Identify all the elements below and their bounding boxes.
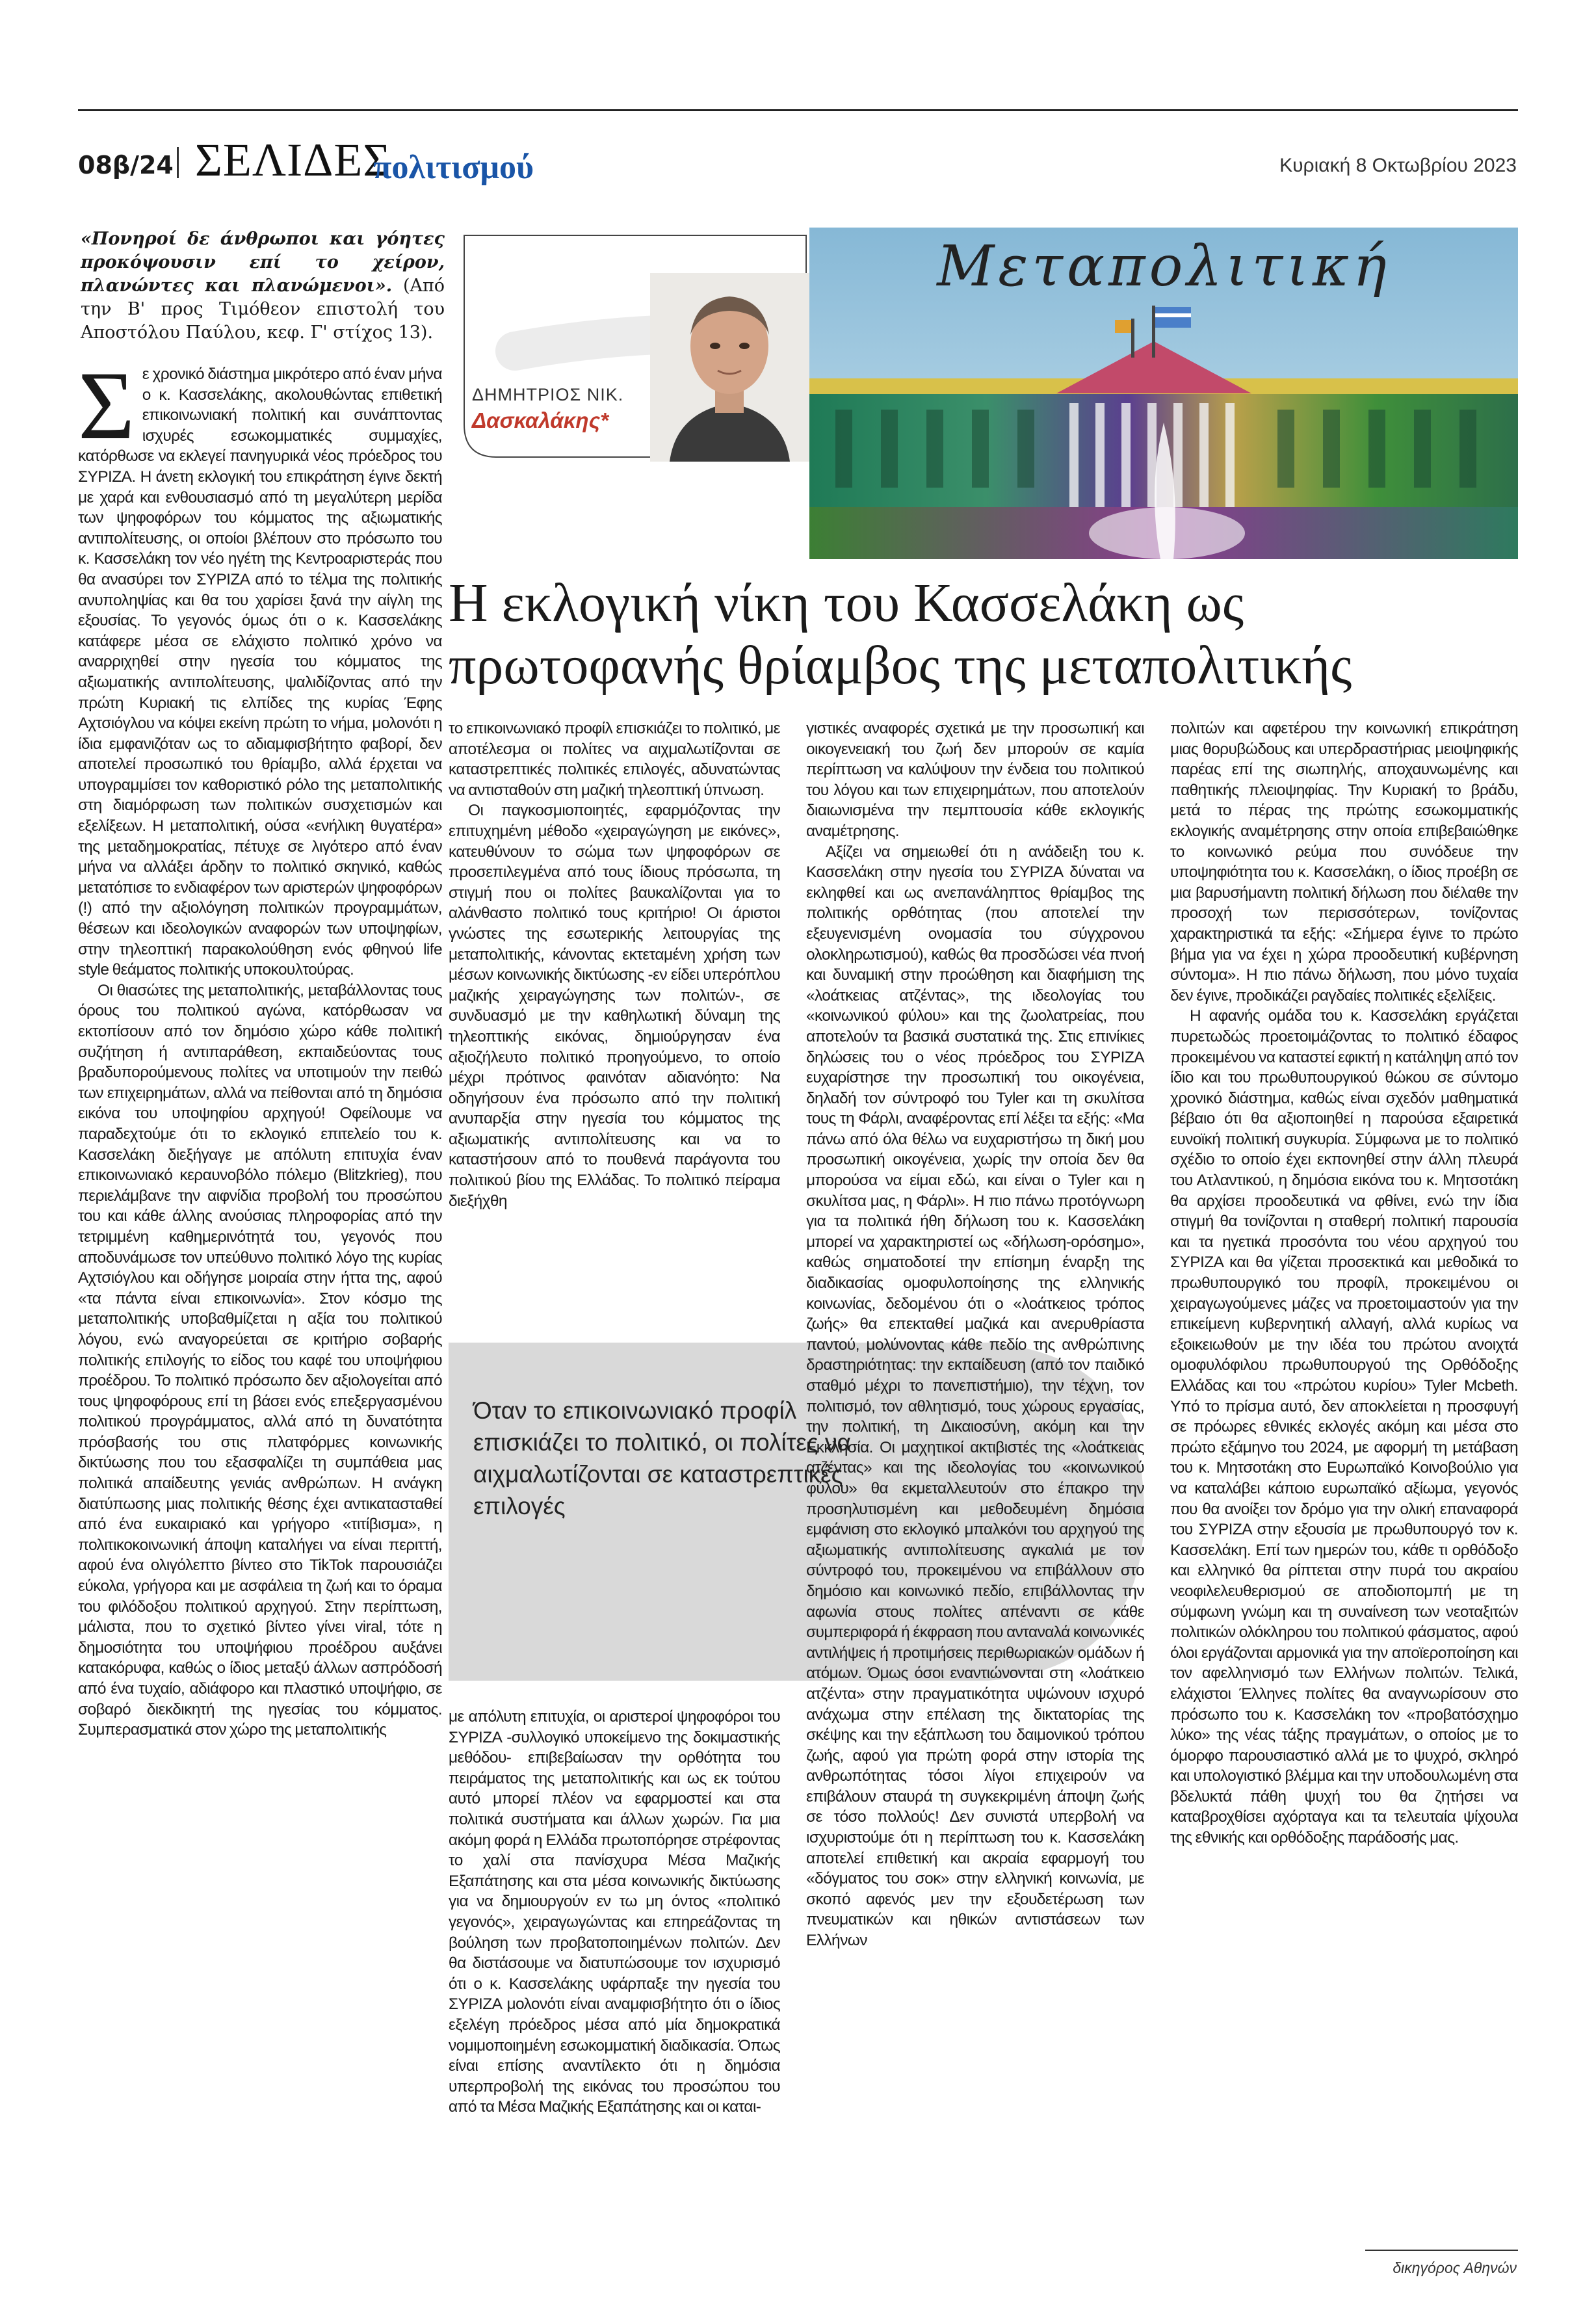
- drop-cap: Σ: [78, 352, 135, 460]
- article-column-1: [78, 352, 442, 1741]
- paragraph: το επικοινωνιακό προφίλ επισκιάζει το πολιτικό, με αποτέλεσμα οι πολίτες να αιχμαλωτίζονται σε καταστρεπτικές πολιτικές επιλογές, αδυνατώντας να αντισταθούν στη μαζική τηλεοπτική ύπνωση.: [449, 720, 780, 799]
- epigraph: [81, 228, 445, 345]
- paragraph-text: ε χρονικό διάστημα μικρότερο από έναν μήνα ο κ. Κασσελάκης, ακολουθώντας επιθετική επικοινωνιακή πολιτική και συνάπτοντας ισχυρές εσωκομματικές συμμαχίες, κατόρθωσε να εκλεγεί πανηγυρικά νέος πρόεδρος του ΣΥΡΙΖΑ. Η άνετη εκλογική του επικράτηση έγινε δεκτή με χαρά και ενθουσιασμό από τη μεγαλύτερη μερίδα των ψηφοφόρων του κόμματος της αξιωματικής αντιπολίτευσης, οι οποίοι βλέπουν στο πρόσωπο του κ. Κασσελάκη τον νέο ηγέτη της Κεντροαριστεράς που θα ανασύρει τον ΣΥΡΙΖΑ από το τέλμα της πολιτικής ανυποληψίας και θα του χαρίσει ξανά την αίγλη της εξουσίας. Το γεγονός όμως ότι ο κ. Κασσελάκης κατάφερε μέσα σε ελάχιστο πολιτικό χρόνο να αναρριχηθεί στην ηγεσία του κόμματος της αξιωματικής αντιπολίτευσης, ψαλιδίζοντας από την πρώτη Κυριακή τις ελπίδες της κυρίας Έφης Αχτσιόγλου να κόψει εκείνη πρώτη το νήμα, μολονότι η ίδια εμφανιζόταν ως το αδιαμφισβήτητο φαβορί, δεν αποτελεί προσωπικό του θρίαμβο, αλλά έρχεται να υπογραμμίσει τον καθοριστικό ρόλο της μεταπολιτικής στη διαμόρφωση των πολιτικών συσχετισμών και εξελίξεων. Η μεταπολιτική, ούσα «ενήλικη θυγατέρα» της μεταδημοκρατίας, πέτυχε σε λιγότερο από έναν μήνα να αλλάξει άρδην το πολιτικό σκηνικό, καθώς μετατόπισε το ενδιαφέρον των αριστερών ψηφοφόρων (!) από την αξιολόγηση πολιτικών προγραμμάτων, θέσεων και ιδεολογικών αναφορών των υποψηφίων, στην τηλεοπτική παρακολούθηση ενός φθηνού life style θεάματος πολιτικής υποκουλτούρας.: [78, 365, 442, 979]
- headline-line-2: πρωτοφανής θρίαμβος της μεταπολιτικής: [449, 635, 1352, 696]
- article-headline: [449, 572, 1521, 697]
- author-portrait: [650, 273, 809, 462]
- paragraph: Αξίζει να σημειωθεί ότι η ανάδειξη του κ. Κασσελάκη στην ηγεσία του ΣΥΡΙΖΑ δύναται να εκληφθεί και ως ανεπανάληπτος θρίαμβος της πολιτικής ορθότητας (που αποτελεί την εξευγενισμένη ονομασία του σύγχρονου ολοκληρωτισμού), καθώς θα προσδώσει νέα πνοή και δυναμική στην προώθηση και διαφήμιση της «λοάτκειας ατζέντας», της ιδεολογίας του «κοινωνικού φύλου» και της ζωολατρείας, που αποτελούν τα βασικά συστατικά της. Στις επινίκιες δηλώσεις του ο νέος πρόεδρος του ΣΥΡΙΖΑ ευχαρίστησε την προσωπική του οικογένεια, δηλαδή τον σύντροφό του Tyler και τη σκυλίτσα τους τη Φάρλι, αναφέροντας επί λέξει τα εξής: «Μα πάνω από όλα θέλω να ευχαριστήσω τη δική μου προσωπική οικογένεια, χωρίς την οποία δεν θα μπορούσα να είμαι εδώ, και είναι ο Tyler και η σκυλίτσα μας, η Φάρλι». Η πιο πάνω προτόγνωρη για τα πολιτικά ήθη δήλωση του κ. Κασσελάκη μπορεί να χαρακτηριστεί ως «δήλωση-ορόσημο», καθώς σηματοδοτεί την επίσημη έναρξη της διαδικασίας ομοφυλοποίησης της ελληνικής κοινωνίας, δεδομένου ότι ο «λοάτκειος τρόπος ζωής» θα επεκταθεί μαζικά και ανερυθρίαστα παντού, μολύνοντας κάθε πεδίο της ανθρώπινης δραστηριότητας: την εκπαίδευση (από τον παιδικό σταθμό μέχρι το πανεπιστήμιο), την τέχνη, τον πολιτισμό, τον αθλητισμό, τους χώρους εργασίας, την πολιτική, τη Δικαιοσύνη, ακόμη και την Εκκλησία. Οι μαχητικοί ακτιβιστές της «λοάτκειας ατζέντας» και της ιδεολογίας του «κοινωνικού φύλου» θα εκμεταλλευτούν στο έπακρο την προσηλυτισμένη και μεθοδευμένη δημόσια εμφάνιση στο εκλογικό μπαλκόνι του αρχηγού της αξιωματικής αντιπολίτευσης αγκαλιά με τον σύντροφό του, προκειμένου να επιβάλλουν στο δημόσιο και κοινωνικό πεδίο, επιβάλλοντας την αφωνία στους πολίτες απέναντι σε κάθε συμπεριφορά ή έκφραση που ανταναλά κοινωνικές αντιλήψεις ή προτιμήσεις περιθωριακών ομάδων ή ατόμων. Όμως όσοι εναντιώνονται στη «λοάτκειο ατζέντα» στην πραγματικότητα υψώνουν ισχυρό ανάχωμα στην επέλαση της δικτατορίας της σκέψης και την εξάπλωση του δαιμονικού τρόπου ζωής, αφού για πρώτη φορά στην ιστορία της ανθρωπότητας τόσοι λίγοι επιχειρούν να επιβάλουν σταυρά τη συγκεκριμένη άποψη ζωής σε τόσο πολλούς! Δεν συνιστά υπερβολή να ισχυριστούμε ότι η περίπτωση του κ. Κασσελάκη αποτελεί επιθετική και ακραία εφαρμογή του «δόγματος του σοκ» στην ελληνική κοινωνία, με σκοπό αφενός μεν την εξουδετέρωση των πνευματικών και ηθικών αντιστάσεων των Ελλήνων: [806, 843, 1144, 1950]
- header-rule: [78, 109, 1518, 111]
- author-last-name: Δασκαλάκης*: [472, 408, 608, 432]
- signature-rule: [1365, 2250, 1518, 2251]
- page-number: 08β/24: [78, 151, 174, 179]
- banner-title: Μεταπολιτική: [937, 234, 1391, 299]
- headline-line-1: Η εκλογική νίκη του Κασσελάκη ως: [449, 573, 1244, 633]
- article-column-2: [449, 718, 780, 1211]
- paragraph: Οι παγκοσμιοποιητές, εφαρμόζοντας την επιτυχημένη μέθοδο «χειραγώγηση με εικόνες», κατευθύνουν το σώμα των ψηφοφόρων σε προσεπιλεγμένα από τους ίδιους πρόσωπα, τη στιγμή που οι πολίτες βαυκαλίζονται για το αλάνθαστο πολιτικό τους κριτήριο! Οι άριστοι γνώστες της εσωτερικής λειτουργίας της μεταπολιτικής, κάνοντας εκτεταμένη χρήση των μέσων κοινωνικής δικτύωσης -εν είδει υπερόπλου μαζικής χειραγώγησης των πολιτών-, σε συνδυασμό με την καθηλωτική δύναμη της τηλεοπτικής εικόνας, δημιούργησαν ένα αξιοζήλευτο πολιτικό προηγούμενο, το οποίο μέχρι πρότινος φαινόταν αδιανόητο: Να οδηγήσουν ένα πρόσωπο από την πολιτική ανυπαρξία στην ηγεσία του κόμματος της αξιωματικής αντιπολίτευσης και να το καταστήσουν από το πουθενά παράγοντα του πολιτικού βίου της Ελλάδας. Το πολιτικό πείραμα διεξήχθη: [449, 802, 780, 1210]
- epigraph-quote: «Πονηροί δε άνθρωποι και γόητες προκόψουσιν επί το χείρον, πλανώντες και πλανώμενοι».: [81, 229, 445, 296]
- paragraph: Η αφανής ομάδα του κ. Κασσελάκη εργάζεται πυρετωδώς προετοιμάζοντας το πολιτικό έδαφος προκειμένου να καταστεί εφικτή η κατάληψη από τον ίδιο και του πρωθυπουργικού θώκου σε σύντομο χρονικό διάστημα, καθώς είναι σχεδόν μαθηματικά βέβαιο ότι θα αξιοποιηθεί η παρούσα εξαιρετικά ευνοϊκή πολιτική συγκυρία. Σύμφωνα με το πολιτικό σχέδιο το οποίο έχει εκπονηθεί στην άλλη πλευρά του Ατλαντικού, η δημόσια εικόνα του κ. Μητσοτάκη θα αρχίσει προοδευτικά να φθίνει, ενώ την ίδια στιγμή θα τονίζονται η σταθερή πολιτική παρουσία και τα ηγετικά προσόντα του νέου αρχηγού του ΣΥΡΙΖΑ και θα γίζεται προσεκτικά και μεθοδικά το πρωθυπουργικό του προφίλ, προκειμένου οι χειραγωγούμενες μάζες να προετοιμαστούν για την επικείμενη κυβερνητική αλλαγή, αλλά κυρίως να εξοικειωθούν με την ιδέα του πρώτου ανοιχτά ομοφυλόφιλου πρωθυπουργού της Ορθόδοξης Ελλάδας και του «πρώτου κυρίου» Tyler Mcbeth. Υπό το πρίσμα αυτό, δεν αποκλείεται η προσφυγή σε πρόωρες εθνικές εκλογές ακόμη και μέσα στο πρώτο εξάμηνο του 2024, με αφορμή τη μετάβαση του κ. Μητσοτάκη στο Ευρωπαϊκό Κοινοβούλιο για να καταλάβει κάποιο ευρωπαϊκό αξίωμα, γεγονός που θα ανοίξει τον δρόμο για την ολική επαναφορά του ΣΥΡΙΖΑ στην εξουσία με πρωθυπουργό τον κ. Κασσελάκη. Επί των ημερών του, κάθε τι ορθόδοξο και ελληνικό θα ρίπτεται στην πυρά του ακραίου νεοφιλελευθερισμού σε αποδιοπομπή με τη σύμφωνη γνώμη και τη συναίνεση των νεοταξιτών πολιτικών ολόκληρου του πολιτικού φάσματος, αφού όλοι εργάζονται αρμονικά για την αποϊεροποίηση και τον αφελληνισμό των Ελλήνων πολιτών. Τελικά, ελάχιστοι Έλληνες πολίτες θα αναγνωρίσουν στο πρόσωπο του κ. Κασσελάκη τον «προβατόσχημο λύκο» της νέας τάξης πραγμάτων, ο οποίος με το όμορφο παρουσιαστικό αλλά με το ψυχρό, σκληρό και υπολογιστικό βλέμμα και την υποδουλωμένη στα βδελυκτά πάθη ψυχή του θα ζητήσει να καταβροχθίσει αχόρταγα και τα τελευταία ψίχουλα της εθνικής και ορθόδοξης παράδοσής μας.: [1170, 1007, 1518, 1847]
- section-title: ΣΕΛΙΔΕΣ: [195, 134, 391, 186]
- paragraph: πολιτών και αφετέρου την κοινωνική επικράτηση μιας θορυβώδους και υπερδραστήριας μειοψηφικής παρέας επί της σιωπηλής, αποχαυνωμένης και παθητικής πλειοψηφίας. Την Κυριακή το βράδυ, μετά το πέρας της πρώτης εσωκομματικής εκλογικής αναμέτρησης στην οποία επιβεβαιώθηκε το κοινωνικό ρεύμα που συνόδευε την υποψηφιότητα του κ. Κασσελάκη, ο ίδιος προέβη σε μια βαρυσήμαντη πολιτική δήλωση που διέλαθε την προσοχή των περισσότερων, τονίζοντας χαρακτηριστικά τα εξής: «Σήμερα έγινε το πρώτο βήμα για να έχει η χώρα προοδευτική κυβέρνηση σύντομα». Η πιο πάνω δήλωση, που μόνο τυχαία δεν έγινε, προδικάζει ραγδαίες πολιτικές εξελίξεις.: [1170, 720, 1518, 1005]
- paragraph: με απόλυτη επιτυχία, οι αριστεροί ψηφοφόροι του ΣΥΡΙΖΑ -συλλογικό υποκείμενο της δοκιμαστικής μεθόδου- επιβεβαίωσαν την ορθότητα του πειράματος της μεταπολιτικής και ως εκ τούτου αυτό μπορεί πλέον να εφαρμοστεί και στα πολιτικά συστήματα και άλλων χωρών. Για μια ακόμη φορά η Ελλάδα πρωτοπόρησε στρέφοντας το χαλί στα πανίσχυρα Μέσα Μαζικής Εξαπάτησης και στα μέσα κοινωνικής δικτύωσης για να δημιουργούν εν τω μη όντος «πολιτικό γεγονός», χειραγωγώντας και επηρεάζοντας τη βούληση των προβατοποιημένων πολιτών. Δεν θα διστάσουμε να διατυπώσουμε τον ισχυρισμό ότι ο κ. Κασσελάκης υφάρπαξε την ηγεσία του ΣΥΡΙΖΑ μολονότι είναι αναμφισβήτητο ότι ο ίδιος εξελέγη πρόεδρος μέσα από μία δημοκρατικά νομιμοποιημένη εσωκομματική διαδικασία. Όπως είναι επίσης αναντίλεκτο ότι η δημόσια υπερπροβολή της εικόνας του προσώπου του από τα Μέσα Μαζικής Εξαπάτησης και οι καται-: [449, 1708, 780, 2116]
- article-column-4: [1170, 718, 1518, 1848]
- paragraph: [78, 352, 442, 980]
- section-subtitle: πολιτισμού: [373, 149, 534, 186]
- paragraph: Οι θιασώτες της μεταπολιτικής, μεταβάλλοντας τους όρους του πολιτικού αγώνα, κατόρθωσαν να εκτοπίσουν από τον δημόσιο χώρο κάθε πολιτική συζήτηση ή αντιπαράθεση, εκπαιδεύοντας τους βραδυπορούμενους πολίτες να υποτιμούν την πειθώ των επιχειρημάτων, αλλά να πείθονται από τη δημόσια εικόνα του υποψηφίου αρχηγού! Οφείλουμε να παραδεχτούμε ότι το εκλογικό επιτελείο του κ. Κασσελάκη διεξήγαγε με απόλυτη επιτυχία έναν επικοινωνιακό κεραυνοβόλο πόλεμο (Blitzkrieg), που περιελάμβανε την αιφνίδια προβολή του προσώπου του και κάθε άλλης ανούσιας πληροφορίας από την τετριμμένη καθημερινότητά του, γεγονός που αποδυνάμωσε τον υπεύθυνο πολιτικό λόγο της κυρίας Αχτσιόγλου και οδήγησε μοιραία στην ήττα της, αφού «τα πάντα είναι επικοινωνία». Στον κόσμο της μεταπολιτικής υποβαθμίζεται η αξία του πολιτικού λόγου, ενώ αναγορεύεται σε κριτήριο σοβαρής πολιτικής επιλογής το είδος του καφέ του υποψήφιου προέδρου. Το πολιτικό πρόσωπο δεν αξιολογείται από τους ψηφοφόρους επί τη βάσει ενός επεξεργασμένου πολιτικού προγράμματος, αλλά από τη δυνατότητα πρόσβασής του στις πλατφόρμες κοινωνικής δικτύωσης που του εξασφαλίζει τη συμπάθεια μας πολιτικά απαίδευτης γενιάς ανθρώπων. Η ανάγκη διατύπωσης μιας πολιτικής θέσης έχει αντικατασταθεί από ένα ευκαιριακό και γρήγορο «τιτίβισμα», η πολιτικοκοινωνική άποψη καταλήγει να είναι περιττή, αφού ένα ολιγόλεπτο βίντεο στο TikTok παρουσιάζει εύκολα, γρήγορα και με ασφάλεια τη ζωή και το όραμα του φιλόδοξου πολιτικού αρχηγού. Στην περίπτωση, μάλιστα, που το σχετικό βίντεο γίνει viral, τότε η δημοσιότητα του υποψήφιου προέδρου αυξάνει κατακόρυφα, καθώς ο ίδιος μεταξύ άλλων ασπρόδοσή από ένα τυχαίο, αδιάφορο και πλαστικό υποψήφιο, σε σοβαρό διεκδικητή της ηγεσίας του κόμματος. Συμπερασματικά στον χώρο της μεταπολιτικής: [78, 981, 442, 1739]
- issue-date: Κυριακή 8 Οκτωβρίου 2023: [1279, 155, 1517, 176]
- author-first-name: ΔΗΜΗΤΡΙΟΣ ΝΙΚ.: [472, 385, 624, 404]
- pullquote: Όταν το επικοινωνιακό προφίλ επισκιάζει το πολιτικό, οι πολίτες να αιχμαλωτίζονται σε καταστρεπτικές επιλογές: [473, 1397, 851, 1519]
- header-separator: [177, 147, 179, 178]
- paragraph: γιστικές αναφορές σχετικά με την προσωπική και οικογενειακή του ζωή δεν μπορούν σε καμία περίπτωση να καλύψουν την ένδεια του πολιτικού του λόγου και των επιχειρημάτων, που αποτελούν διαιωνισμένα την πεμπτουσία κάθε εκλογικής αναμέτρησης.: [806, 720, 1144, 840]
- author-signature: δικηγόρος Αθηνών: [1393, 2259, 1517, 2276]
- article-column-3: [806, 718, 1144, 1951]
- epigraph-source: (Από την Β' προς Τιμόθεον επιστολή του Αποστόλου Παύλου, κεφ. Γ' στίχος 13).: [81, 276, 445, 343]
- article-column-2-continued: [449, 1707, 780, 2118]
